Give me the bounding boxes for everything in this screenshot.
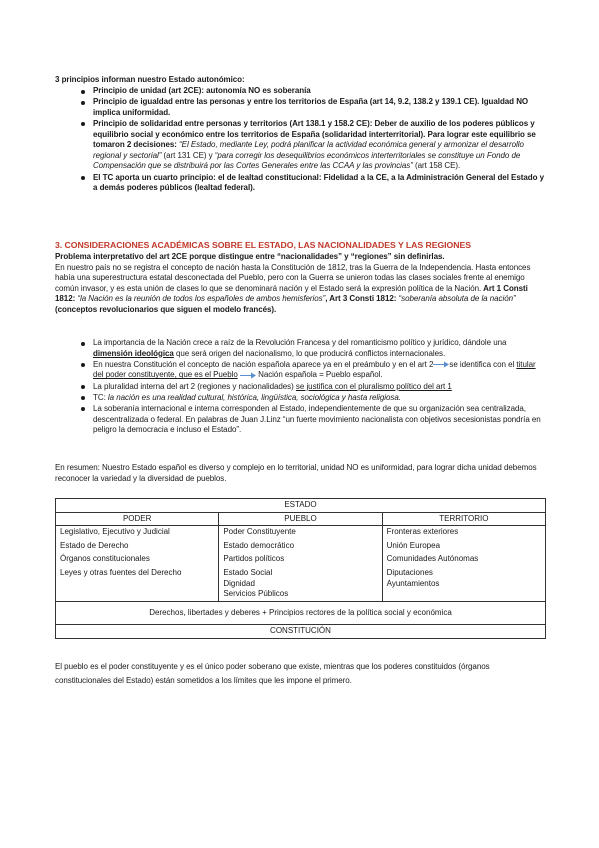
item-text: La soberanía internacional e interna corresponden al Estado, independientemente de que su organización sea centralizada, descentralizada o federal. En palabras de Juan J.Linz “un fuerte movimiento nacionalista con objetivos secesionistas pondría en peligro la democracia e incluso el Estado”. — [93, 403, 541, 435]
bullet-dot-icon — [81, 90, 85, 94]
item-text: Nación española = Pueblo español. — [258, 370, 383, 380]
table-cell-item: Leyes y otras fuentes del Derecho — [60, 567, 182, 577]
bullet-dot-icon — [81, 385, 85, 389]
underlined-text: titular del poder constituyente, que es el Pueblo — [93, 359, 536, 380]
list-item — [55, 393, 547, 404]
table-cell-item: Dignidad — [223, 578, 255, 588]
closing-paragraph: El pueblo es el poder constituyente y es el único poder soberano que existe, mientras que los poderes constituidos (órganos constitucionales del Estado) están sometidos a los límites que les impone el primero. — [55, 662, 490, 685]
bullet-dot-icon — [81, 407, 85, 411]
table-cell-item: Comunidades Autónomas — [386, 554, 479, 564]
table-cell-item: Poder Constituyente — [223, 527, 296, 537]
item-text: TC: — [93, 392, 108, 402]
item-text: La pluralidad interna del art 2 (regiones y nacionalidades) — [93, 381, 296, 391]
quote-art131: “El Estado, mediante Ley, podrá planificar la actividad económica general y armonizar el desarrollo regional y sectorial” — [93, 140, 524, 160]
principle-solidarity: Principio de solidaridad entre personas y territorios (Art 138.1 y 158.2 CE): Deber de auxilio de los poderes públicos y equilibrio social y económico entre los territorios de España (solidaridad interterritorial). — [93, 118, 535, 139]
quote-art158: “para corregir los desequilibrios económicos interterritoriales se constituye un Fondo de Compensación que se distribuirá por las Cortes Generales entre las CCAA y las provincias” — [93, 150, 521, 171]
state-table — [55, 498, 546, 639]
column-header: PODER — [56, 512, 219, 526]
item-text: que será origen del nacionalismo, lo que producirá conflictos internacionales. — [173, 348, 446, 358]
list-item — [55, 382, 547, 393]
bullet-dot-icon — [81, 396, 85, 400]
nation-list — [55, 338, 547, 436]
table-cell-item: Fronteras exteriores — [386, 527, 459, 537]
section3-problem: Problema interpretativo del art 2CE porque distingue entre “nacionalidades” y “regiones” sin definirlas. — [55, 252, 445, 261]
ref-art1: Art 1 Consti 1812: — [55, 283, 528, 304]
list-item — [55, 404, 547, 436]
intro-heading: 3 principios informan nuestro Estado autonómico: — [55, 75, 245, 84]
list-item — [55, 86, 547, 97]
principles-list — [55, 86, 547, 194]
column-header: TERRITORIO — [382, 512, 545, 526]
solidarity-decisions: Para lograr este equilibrio se tomaron 2 decisiones: — [93, 129, 536, 150]
section-title: 3. CONSIDERACIONES ACADÉMICAS SOBRE EL ESTADO, LAS NACIONALIDADES Y LAS REGIONES — [55, 240, 471, 250]
list-item — [55, 338, 547, 359]
item-text: En nuestra Constitución el concepto de nación española aparece ya en el preámbulo y en el art 2 — [93, 359, 434, 369]
item-text: La importancia de la Nación crece a raíz de la Revolución Francesa y del romanticismo político y jurídico, dándole una — [93, 338, 507, 347]
table-cell-item: Legislativo, Ejecutivo y Judicial — [60, 527, 170, 537]
table-cell-item: Estado Social — [223, 567, 273, 577]
table-cell-pueblo — [219, 526, 382, 602]
ref-art3: , Art 3 Consti 1812: — [325, 294, 399, 304]
right-arrow-icon — [240, 372, 256, 379]
table-cell-item: Partidos políticos — [223, 554, 285, 564]
right-arrow-icon — [433, 361, 449, 368]
list-item — [55, 119, 547, 172]
list-item — [55, 360, 547, 381]
table-cell-item: Estado de Derecho — [60, 540, 129, 550]
table-cell-poder — [56, 526, 219, 602]
table-cell-item: Servicios Públicos — [223, 589, 289, 599]
bullet-dot-icon — [81, 122, 85, 126]
bullet-dot-icon — [81, 176, 85, 180]
underlined-text: se justifica con el pluralismo político del art 1 — [295, 381, 452, 391]
principle-unity: Principio de unidad (art 2CE): autonomía NO es soberanía — [93, 86, 311, 95]
table-cell-item: Órganos constitucionales — [60, 554, 150, 564]
principle-loyalty: El TC aporta un cuarto principio: el de lealtad constitucional: Fidelidad a la CE, a la Administración General del Estado y a demás poderes públicos (lealtad federal). — [93, 172, 544, 193]
table-rights-row: Derechos, libertades y deberes + Principios rectores de la política social y económica — [56, 601, 546, 625]
table-cell-item: Diputaciones — [386, 567, 433, 577]
quote-art3: “soberanía absoluta de la nación” — [398, 294, 516, 304]
bullet-dot-icon — [81, 363, 85, 367]
underlined-text: dimensión ideológica — [93, 348, 174, 358]
ref-art158: (art 158 CE). — [412, 161, 461, 171]
table-cell-territorio — [382, 526, 545, 602]
nation-history-text: En nuestro país no se registra el concepto de nación hasta la Constitución de 1812, tras la Guerra de la Independencia. Hasta entonces había una superestructura estatal desconectada del Pueblo, pero con la Guerra se unieron todas las clases sociales frente al enemigo común invasor, y es esta unión de clases lo que se denominará nación y el Estado será la expresión política de la Nación. — [55, 262, 531, 293]
column-header: PUEBLO — [219, 512, 382, 526]
bullet-dot-icon — [81, 342, 85, 346]
quote-art1: “la Nación es la reunión de todos los españoles de ambos hemisferios” — [77, 294, 326, 304]
italic-text: la nación es una realidad cultural, histórica, lingüística, sociológica y hasta religiosa. — [107, 392, 401, 402]
table-cell-item: Unión Europea — [386, 540, 441, 550]
section3-paragraph — [55, 263, 547, 316]
summary-paragraph: En resumen: Nuestro Estado español es diverso y complejo en lo territorial, unidad NO es uniformidad, para lograr dicha unidad debemos reconocer la variedad y la diversidad de pueblos. — [55, 463, 537, 483]
section3-body — [55, 252, 547, 316]
principle-equality: Principio de igualdad entre las personas y entre los territorios de España (art 14, 9.2, 138.2 y 139.1 CE). Igualdad NO implica uniformidad. — [93, 97, 529, 117]
table-cell-item: Ayuntamientos — [386, 578, 440, 588]
concepts-note: (conceptos revolucionarios que siguen el modelo francés). — [55, 304, 277, 314]
table-constitution-row: CONSTITUCIÓN — [56, 625, 546, 639]
table-cell-item: Estado democrático — [223, 540, 295, 550]
item-text: se identifica con el — [449, 359, 517, 369]
list-item — [55, 97, 547, 118]
bullet-dot-icon — [81, 101, 85, 105]
list-item — [55, 173, 547, 194]
table-title: ESTADO — [56, 499, 546, 513]
ref-art131: (art 131 CE) y — [161, 150, 215, 160]
